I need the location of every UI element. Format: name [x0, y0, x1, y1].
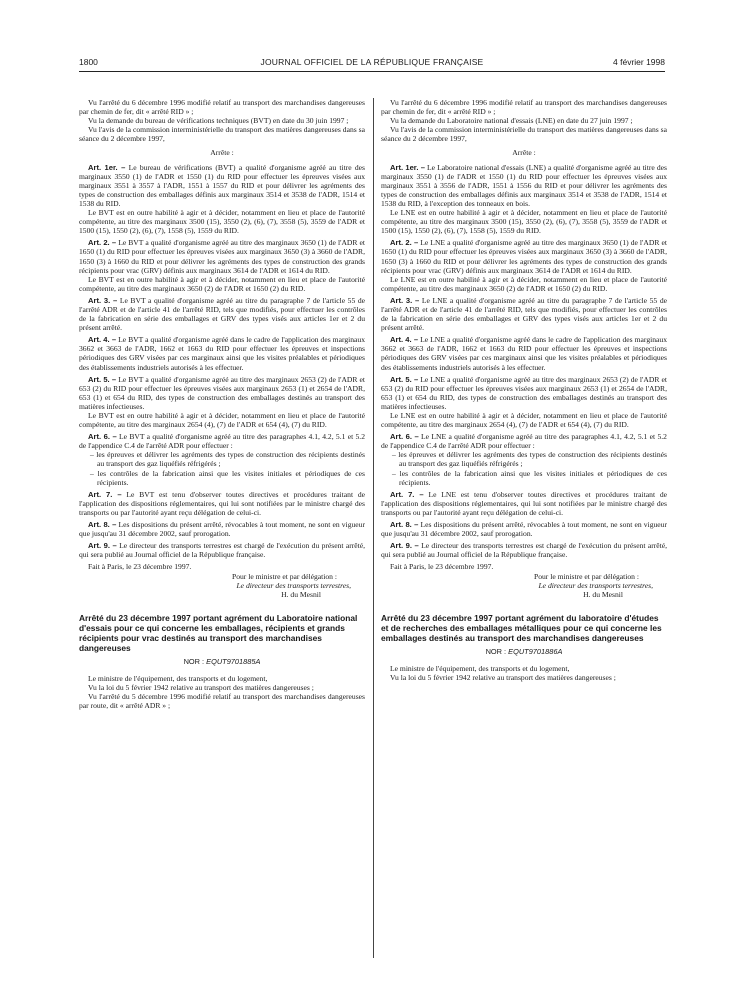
page-number: 1800: [79, 57, 98, 67]
list-item: – les contrôles de la fabrication ainsi que les visites initiales et périodiques de ces récipients.: [90, 468, 365, 487]
article-text: Le directeur des transports terrestres est chargé de l'exécution du présent arrêté, qui sera publié au Journal officiel de la République française.: [381, 541, 668, 560]
article-label: Art. 5. –: [88, 374, 117, 384]
signature-delegation: Pour le ministre et par délégation :: [231, 571, 337, 581]
article-5: [79, 375, 365, 411]
list-item: – les contrôles de la fabrication ainsi que les visites initiales et périodiques de ces récipients.: [392, 468, 667, 487]
article-7: [381, 490, 667, 517]
article-paragraph: Le BVT est en outre habilité à agir et à décider, notamment en lieu et place de l'autorité compétente, au titre des marginaux 3650 (2) de l'ADR et 1650 (2) du RID.: [79, 274, 365, 293]
preamble-paragraph: Vu l'arrêté du 5 décembre 1996 modifié relatif au transport des marchandises dangereuses par route, dit « arrêté ADR » ;: [79, 692, 365, 711]
article-4: [381, 335, 667, 371]
preamble-paragraph: Vu la loi du 5 février 1942 relative au transport des matières dangereuses ;: [390, 672, 616, 682]
article-label: Art. 1er. –: [390, 162, 425, 172]
article-label: Art. 3. –: [390, 295, 420, 305]
nor-code: EQUT9701886A: [508, 646, 563, 656]
article-3: [79, 296, 365, 332]
visa-paragraph: Vu l'arrêté du 6 décembre 1996 modifié relatif au transport des marchandises dangereuses par chemin de fer, dit « arrêté RID » ;: [79, 98, 365, 117]
article-text: Le LNE a qualité d'organisme agréé dans le cadre de l'application des marginaux 3662 et 3663 de l'ADR, 1662 et 1663 du RID pour effectuer les épreuves et inspections périodiques des GRV visées par ces marginaux ainsi que les visites préalables et périodiques des établissements industriels autorisés à les effectuer.: [381, 335, 667, 372]
article-label: Art. 6. –: [390, 432, 419, 442]
place-date: Fait à Paris, le 23 décembre 1997.: [390, 562, 494, 572]
signature-name: H. du Mesnil: [583, 589, 623, 599]
article-paragraph: Le LNE est en outre habilité à agir et à décider, notamment en lieu et place de l'autorité compétente, au titre des marginaux 3500 (15), 3550 (2), (6), (7), 3558 (5), 3559 de l'ADR et 1500 (15), 1550 (2), (6), (7), 1558 (5), 1559 du RID.: [381, 208, 667, 236]
nor-code: EQUT9701885A: [206, 656, 261, 666]
article-text: Le BVT est tenu d'observer toutes directives et procédures traitant de l'application des dispositions réglementaires, qui lui sont notifiées par le ministre chargé des transports ou par l'autorité ayant reçu délégation de celui-ci.: [79, 489, 365, 517]
visa-paragraph: Vu la demande du bureau de vérifications techniques (BVT) en date du 30 juin 1997 ;: [88, 116, 349, 126]
article-text: Le BVT a qualité d'organisme agréé au titre des marginaux 2653 (2) de l'ADR et 653 (2) du RID pour effectuer les épreuves visées aux marginaux 2653 (1) et 2654 de l'ADR, 653 (1) et 654 du RID, des types de construction des emballages destinés au transport des matières infectieuses.: [79, 374, 365, 411]
article-text: Les dispositions du présent arrêté, révocables à tout moment, ne sont en vigueur que jusqu'au 31 décembre 2002, sauf prorogation.: [79, 520, 365, 539]
article-9: [79, 541, 365, 559]
signature-name: H. du Mesnil: [281, 589, 321, 599]
article-text: Le Laboratoire national d'essais (LNE) a qualité d'organisme agréé au titre des marginaux 3550 (1) de l'ADR et 1550 (1) du RID pour effectuer les épreuves visées aux marginaux 3551 à 3556 de l'ADR, 1551 à 1556 du RID et pour délivrer les agréments des types de construction des emballages définis aux marginaux 3514 et 3538 de l'ADR, 1514 et 1538 du RID, à l'exception des tonneaux en bois.: [381, 162, 667, 208]
article-label: Art. 1er. –: [88, 162, 126, 172]
preamble-paragraph: Vu la loi du 5 février 1942 relative au transport des matières dangereuses ;: [88, 682, 314, 692]
signature-title: Le directeur des transports terrestres,: [236, 580, 351, 590]
article-paragraph: Le LNE est en outre habilité à agir et à décider, notamment en lieu et place de l'autorité compétente, au titre des marginaux 3650 (2) de l'ADR et 1650 (2) du RID.: [381, 274, 667, 293]
article-text: Les dispositions du présent arrêté, révocables à tout moment, ne sont en vigueur que jusqu'au 31 décembre 2002, sauf prorogation.: [381, 520, 667, 539]
visa-paragraph: Vu l'avis de la commission interministérielle du transport des matières dangereuses dans sa séance du 2 décembre 1997,: [79, 125, 365, 144]
signature-title: Le directeur des transports terrestres,: [538, 580, 653, 590]
right-column: [381, 98, 667, 682]
article-6-list: [79, 450, 365, 486]
article-6: [381, 432, 667, 450]
arrete-heading: Arrête :: [512, 148, 536, 158]
nor-label: NOR :: [485, 646, 507, 656]
preamble-paragraph: Le ministre de l'équipement, des transports et du logement,: [390, 663, 570, 673]
article-text: Le LNE a qualité d'organisme agréé au titre des marginaux 2653 (2) de l'ADR et 653 (2) du RID pour effectuer les épreuves visées aux marginaux 2653 (1) et 2654 de l'ADR, 653 (1) et 654 du RID, des types de construction des emballages destinés au transport des matières infectieuses.: [381, 374, 667, 411]
issue-date: 4 février 1998: [613, 57, 665, 67]
article-label: Art. 9. –: [88, 541, 117, 551]
list-item: – les épreuves et délivrer les agréments des types de construction des récipients destinés au transport des gaz liquéfiés réfrigérés ;: [392, 450, 667, 469]
article-label: Art. 7. –: [390, 489, 424, 499]
article-paragraph: Le LNE est en outre habilité à agir et à décider, notamment en lieu et place de l'autorité compétente, au titre des marginaux 2654 (4), (7) de l'ADR et 654 (4), (7) du RID.: [381, 411, 667, 430]
article-label: Art. 7. –: [88, 489, 122, 499]
article-2: [79, 238, 365, 274]
article-label: Art. 6. –: [88, 432, 117, 442]
article-label: Art. 8. –: [390, 520, 419, 530]
article-5: [381, 375, 667, 411]
article-text: Le LNE a qualité d'organisme agréé au titre du paragraphe 7 de l'article 55 de l'arrêté ADR et de l'article 41 de l'arrêté RID, tels que modifiés, pour effectuer les contrôles de la fabrication en série des emballages et GRV des types visés aux articles 1er et 2 du présent arrêté.: [381, 295, 667, 333]
journal-title: JOURNAL OFFICIEL DE LA RÉPUBLIQUE FRANÇAISE: [260, 57, 484, 67]
article-text: Le BVT a qualité d'organisme agréé au titre du paragraphe 7 de l'article 55 de l'arrêté ADR et de l'article 41 de l'arrêté RID, tels que modifiés, pour effectuer les contrôles de la fabrication en série des emballages et GRV des types visés aux articles 1er et 2 du présent arrêté.: [79, 295, 365, 333]
article-label: Art. 9. –: [390, 541, 419, 551]
article-9: [381, 541, 667, 559]
article-label: Art. 2. –: [390, 238, 419, 248]
visa-paragraph: Vu l'arrêté du 6 décembre 1996 modifié relatif au transport des marchandises dangereuses par chemin de fer, dit « arrêté RID » ;: [381, 98, 667, 117]
nor-reference: [381, 647, 667, 656]
article-text: Le LNE a qualité d'organisme agréé au titre des marginaux 3650 (1) de l'ADR et 1650 (1) du RID pour effectuer les épreuves visées aux marginaux 3650 (3) à 3660 de l'ADR, 1650 (3) à 1660 du RID et pour délivrer les agréments des types de construction des grands récipients pour vrac (GRV) définis aux marginaux 3614 de l'ADR et 1614 du RID.: [381, 238, 667, 275]
preamble-paragraph: Le ministre de l'équipement, des transports et du logement,: [88, 673, 268, 683]
article-paragraph: Le BVT est en outre habilité à agir et à décider, notamment en lieu et place de l'autorité compétente, au titre des marginaux 2654 (4), (7) de l'ADR et 654 (4), (7) du RID.: [79, 411, 365, 430]
decree-title: Arrêté du 23 décembre 1997 portant agrément du Laboratoire national d'essais pour ce qui concerne les emballages, récipients et grands récipients pour vrac destinés au transport des marchandises dangereuses: [79, 612, 358, 653]
visa-paragraph: Vu l'avis de la commission interministérielle du transport des matières dangereuses dans sa séance du 2 décembre 1997,: [381, 125, 667, 144]
article-paragraph: Le BVT est en outre habilité à agir et à décider, notamment en lieu et place de l'autorité compétente, au titre des marginaux 3500 (15), 3550 (2), (6), (7), 3558 (5), 3559 de l'ADR et 1500 (15), 1550 (2), (6), (7), 1558 (5), 1559 du RID.: [79, 208, 365, 236]
visa-paragraph: Vu la demande du Laboratoire national d'essais (LNE) en date du 27 juin 1997 ;: [390, 116, 633, 126]
article-text: Le bureau de vérifications (BVT) a qualité d'organisme agréé au titre des marginaux 3550 (1) de l'ADR et 1550 (1) du RID pour effectuer les épreuves visées aux marginaux 3551 à 3557 à l'ADR, 1551 à 1557 du RID et pour délivrer les agréments des types de construction des emballages définis aux marginaux 3514 et 3538 de l'ADR, 1514 et 1538 du RID.: [79, 162, 365, 208]
article-6-list: [381, 450, 667, 486]
article-2: [381, 238, 667, 274]
article-label: Art. 3. –: [88, 295, 118, 305]
article-label: Art. 8. –: [88, 520, 117, 530]
header-rule: [79, 71, 665, 72]
article-text: Le BVT a qualité d'organisme agréé dans le cadre de l'application des marginaux 3662 et 3663 de l'ADR, 1662 et 1663 du RID pour effectuer les épreuves et inspections périodiques des GRV visées par ces marginaux ainsi que les visites préalables et périodiques des établissements industriels autorisés à les effectuer.: [79, 335, 366, 372]
article-label: Art. 5. –: [390, 374, 419, 384]
signature-delegation: Pour le ministre et par délégation :: [533, 571, 639, 581]
article-text: Le directeur des transports terrestres est chargé de l'exécution du présent arrêté, qui sera publié au Journal officiel de la République française.: [79, 541, 366, 560]
article-text: Le BVT a qualité d'organisme agréé au titre des marginaux 3650 (1) de l'ADR et 1650 (1) du RID pour effectuer les épreuves visées aux marginaux 3650 (3) à 3660 de l'ADR, 1650 (3) à 1660 du RID et pour délivrer les agréments des types de construction des grands récipients pour vrac (GRV) définis aux marginaux 3614 de l'ADR et 1614 du RID.: [79, 238, 365, 275]
decree-title: Arrêté du 23 décembre 1997 portant agrément du laboratoire d'études et de recherches des emballages métalliques pour ce qui concerne les emballages destinés au transport des marchandises dangereuses: [381, 612, 662, 643]
nor-reference: [79, 657, 365, 666]
article-label: Art. 4. –: [390, 335, 419, 345]
article-text: Le BVT a qualité d'organisme agréé au titre des paragraphes 4.1, 4.2, 5.1 et 5.2 de l'appendice C.4 de l'arrêté ADR pour effectuer :: [79, 432, 365, 451]
article-6: [79, 432, 365, 450]
article-1: [79, 163, 365, 208]
nor-label: NOR :: [183, 656, 205, 666]
list-item: – les épreuves et délivrer les agréments des types de construction des récipients destinés au transport des gaz liquéfiés réfrigérés ;: [90, 450, 365, 469]
article-3: [381, 296, 667, 332]
column-divider: [373, 98, 374, 958]
article-text: Le LNE a qualité d'organisme agréé au titre des paragraphes 4.1, 4.2, 5.1 et 5.2 de l'appendice C.4 de l'arrêté ADR pour effectuer :: [381, 432, 667, 451]
article-label: Art. 2. –: [88, 238, 117, 248]
article-8: [79, 520, 365, 538]
article-7: [79, 490, 365, 517]
place-date: Fait à Paris, le 23 décembre 1997.: [88, 562, 192, 572]
article-4: [79, 335, 365, 371]
arrete-heading: Arrête :: [210, 148, 234, 158]
page-header: [79, 55, 665, 71]
article-1: [381, 163, 667, 208]
left-column: [79, 98, 365, 710]
article-label: Art. 4. –: [88, 335, 117, 345]
article-text: Le LNE est tenu d'observer toutes directives et procédures traitant de l'application des dispositions réglementaires, qui lui sont notifiées par le ministre chargé des transports ou par l'autorité ayant reçu délégation de celui-ci.: [381, 489, 668, 517]
article-8: [381, 520, 667, 538]
